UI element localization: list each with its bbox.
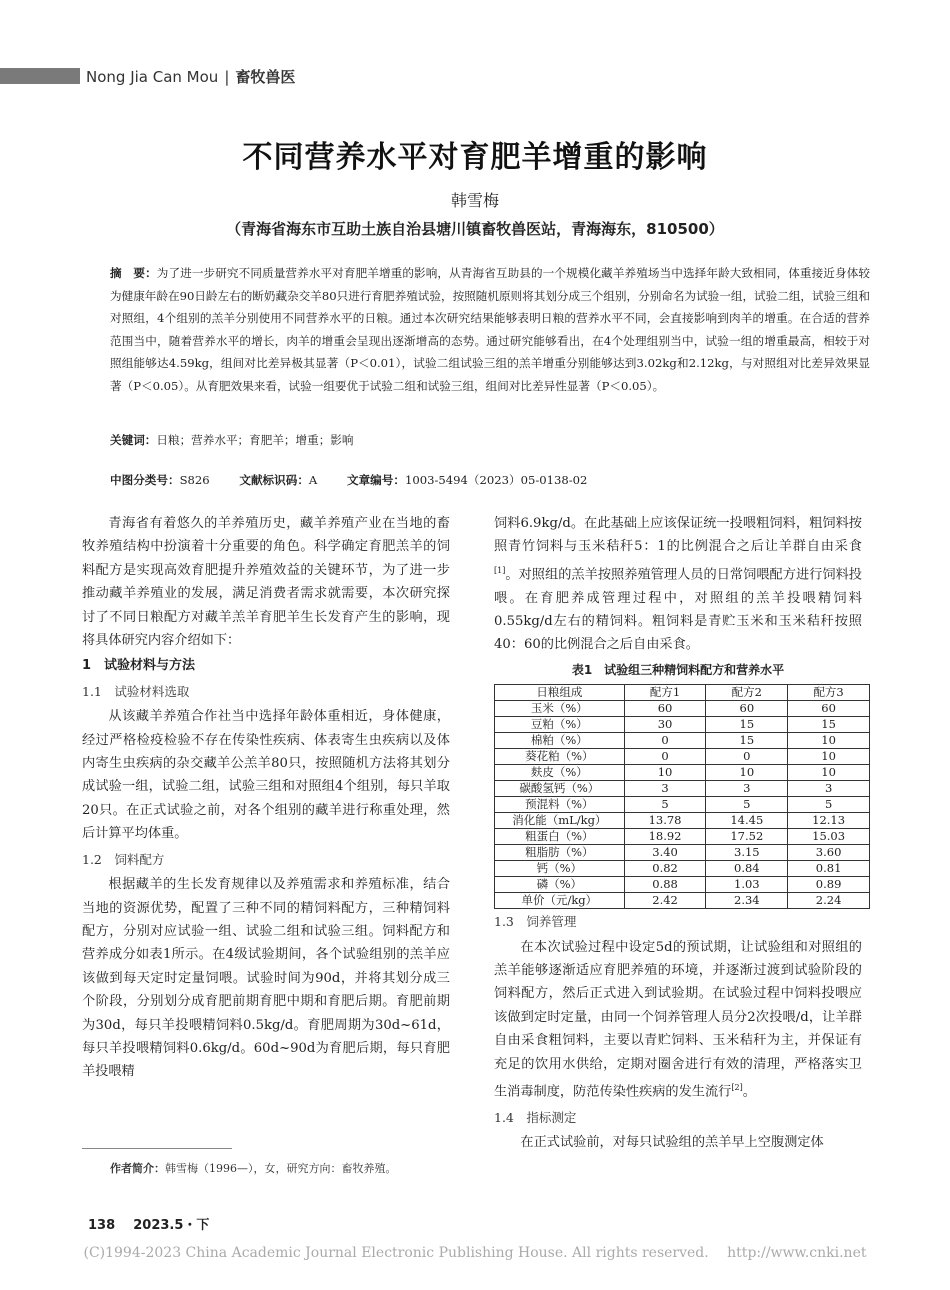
table-header-cell: 配方3: [788, 685, 870, 701]
table-cell: 30: [624, 717, 706, 733]
table-cell: 0.84: [706, 861, 788, 877]
intro-paragraph: 青海省有着悠久的羊养殖历史，藏羊养殖产业在当地的畜牧养殖结构中扮演着十分重要的角色。科学确定育肥羔羊的饲料配方是实现高效育肥提升养殖效益的关键环节，为了进一步推动藏羊养殖业的发展，满足消费者需求就需要，本次研究探讨了不同日粮配方对藏羊羔羊育肥羊生长发育产生的影响，现将具体研究内容介绍如下：: [82, 516, 450, 649]
paragraph-continued: 饲料6.9kg/d。在此基础上应该保证统一投喂粗饲料，粗饲料按照青竹饲料与玉米秸秆5：1的比例混合之后让羊群自由采食[1]。对照组的羔羊按照养殖管理人员的日常饲喂配方进行饲料投喂。在育肥养成管理过程中，对照组的羔羊投喂精饲料0.55kg/d左右的精饲料。粗饲料是青贮玉米和玉米秸秆按照40：60的比例混合之后自由采食。: [494, 516, 862, 653]
table-row: [495, 845, 870, 861]
keywords-label: 关键词：: [110, 433, 157, 447]
journal-section: 畜牧兽医: [235, 68, 296, 86]
table-cell: 60: [624, 701, 706, 717]
table-cell: 5: [788, 797, 870, 813]
paragraph-1-1: 从该藏羊养殖合作社当中选择年龄体重相近，身体健康，经过严格检疫检验不存在传染性疾病、体表寄生虫疾病以及体内寄生虫疾病的杂交藏羊公羔羊80只，按照随机方法将其划分成试验一组，试验二组，试验三组和对照组4个组别，每只羊取20只。在正式试验之前，对各个组别的藏羊进行称重处理，然后计算平均体重。: [82, 709, 450, 842]
table-row: [495, 861, 870, 877]
left-column: [82, 512, 450, 1084]
paragraph-1-2: 根据藏羊的生长发育规律以及养殖需求和养殖标准，结合当地的资源优势，配置了三种不同的精饲料配方，三种精饲料配方，分别对应试验一组、试验二组和试验三组。饲料配方和营养成分如表1所示。在4级试验期间，各个试验组别的羔羊应该做到每天定时定量饲喂。试验时间为90d，并将其划分成三个阶段，分别划分成育肥前期育肥中期和育肥后期。育肥前期为30d，每只羊投喂精饲料0.5kg/d。育肥周期为30d~61d，每只羊投喂精饲料0.6kg/d。60d~90d为育肥后期，每只育肥羊投喂精: [82, 877, 450, 1080]
table-cell: 豆粕（%）: [495, 717, 625, 733]
doc-value: A: [308, 473, 318, 487]
table-cell: 2.34: [706, 893, 788, 909]
keywords: [110, 432, 870, 448]
table-cell: 1.03: [706, 877, 788, 893]
table-cell: 碳酸氢钙（%）: [495, 781, 625, 797]
table-cell: 2.42: [624, 893, 706, 909]
table-row: [495, 877, 870, 893]
table-cell: 麸皮（%）: [495, 765, 625, 781]
table-cell: 60: [788, 701, 870, 717]
section-heading-1-3: 1.3 饲养管理: [494, 914, 577, 930]
table-cell: 17.52: [706, 829, 788, 845]
table-cell: 3: [788, 781, 870, 797]
table-header-row: [495, 685, 870, 701]
table-row: [495, 701, 870, 717]
table-cell: 10: [788, 749, 870, 765]
page-number: 138: [88, 1218, 116, 1233]
table-caption: 表1 试验组三种精饲料配方和营养水平: [571, 662, 785, 677]
right-column: [494, 512, 862, 1155]
keywords-text: 日粮；营养水平；育肥羊；增重；影响: [156, 433, 354, 447]
affiliation: （青海省海东市互助土族自治县塘川镇畜牧兽医站，青海海东，810500）: [226, 220, 724, 238]
table-row: [495, 813, 870, 829]
article-no-value: 1003-5494（2023）05-0138-02: [404, 473, 588, 487]
table-cell: 3: [624, 781, 706, 797]
footnote-divider: [82, 1148, 232, 1149]
table-cell: 3.60: [788, 845, 870, 861]
table-cell: 单价（元/kg）: [495, 893, 625, 909]
feed-formula-table: [494, 684, 870, 909]
table-cell: 3: [706, 781, 788, 797]
table-cell: 10: [788, 765, 870, 781]
paragraph-1-4: 在正式试验前，对每只试验组的羔羊早上空腹测定体: [520, 1135, 824, 1151]
table-cell: 粗脂肪（%）: [495, 845, 625, 861]
table-cell: 12.13: [788, 813, 870, 829]
clc-label: 中图分类号：: [110, 473, 180, 487]
table-cell: 14.45: [706, 813, 788, 829]
paragraph-1-3: 在本次试验过程中设定5d的预试期，让试验组和对照组的羔羊能够逐渐适应育肥养殖的环境，并逐渐过渡到试验阶段的饲料配方，然后正式进入到试验期。在试验过程中饲料投喂应该做到定时定量，由同一个饲养管理人员分2次投喂/d，让羊群自由采食粗饲料，主要以青贮饲料、玉米秸秆为主，并保证有充足的饮用水供给，定期对圈舍进行有效的清理，严格落实卫生消毒制度，防范传染性疾病的发生流行[2]。: [494, 939, 862, 1100]
table-cell: 15: [706, 733, 788, 749]
table-cell: 15: [706, 717, 788, 733]
clc-value: S826: [179, 473, 210, 487]
section-heading-1-1: 1.1 试验材料选取: [82, 683, 190, 699]
article-no-label: 文章编号：: [346, 473, 405, 487]
article-meta: [110, 472, 870, 488]
copyright-notice: (C)1994-2023 China Academic Journal Electronic Publishing House. All rights reserved. http://www.cnki.net: [83, 1245, 867, 1261]
table-header-cell: 配方1: [624, 685, 706, 701]
table-cell: 15.03: [788, 829, 870, 845]
reference-1: [1]: [494, 565, 506, 575]
header-bar: [0, 68, 80, 84]
section-heading-1-2: 1.2 饲料配方: [82, 851, 165, 867]
table-cell: 0.82: [624, 861, 706, 877]
table-cell: 棉粕（%）: [495, 733, 625, 749]
abstract: [110, 262, 870, 397]
table-cell: 15: [788, 717, 870, 733]
table-cell: 0.81: [788, 861, 870, 877]
table-row: [495, 797, 870, 813]
table-cell: 0: [624, 749, 706, 765]
table-row: [495, 717, 870, 733]
table-row: [495, 829, 870, 845]
table-row: [495, 749, 870, 765]
table-header-cell: 日粮组成: [495, 685, 625, 701]
table-row: [495, 733, 870, 749]
table-cell: 5: [624, 797, 706, 813]
issue-label: 2023.5・下: [133, 1218, 210, 1233]
reference-2: [2]: [731, 1083, 743, 1093]
table-cell: 3.15: [706, 845, 788, 861]
author-footnote: [110, 1160, 397, 1176]
table-row: [495, 765, 870, 781]
footnote-label: 作者简介：: [110, 1162, 165, 1175]
table-cell: 2.24: [788, 893, 870, 909]
table-cell: 钙（%）: [495, 861, 625, 877]
table-cell: 10: [624, 765, 706, 781]
table-cell: 粗蛋白（%）: [495, 829, 625, 845]
table-cell: 0: [624, 733, 706, 749]
table-header-cell: 配方2: [706, 685, 788, 701]
table-cell: 0: [706, 749, 788, 765]
doc-label: 文献标识码：: [239, 473, 309, 487]
footnote-text: 韩雪梅（1996—），女，研究方向：畜牧养殖。: [165, 1162, 397, 1175]
table-cell: 葵花粕（%）: [495, 749, 625, 765]
section-heading-1-4: 1.4 指标测定: [494, 1109, 577, 1125]
table-cell: 3.40: [624, 845, 706, 861]
journal-name: Nong Jia Can Mou: [86, 68, 219, 86]
table-row: [495, 893, 870, 909]
table-cell: 消化能（mL/kg）: [495, 813, 625, 829]
table-cell: 13.78: [624, 813, 706, 829]
section-heading-1: 1 试验材料与方法: [82, 658, 196, 674]
abstract-label: 摘 要：: [110, 266, 157, 280]
table-cell: 0.89: [788, 877, 870, 893]
table-cell: 5: [706, 797, 788, 813]
table-cell: 预混料（%）: [495, 797, 625, 813]
abstract-text: 为了进一步研究不同质量营养水平对育肥羊增重的影响，从青海省互助县的一个规模化藏羊养殖场当中选择年龄大致相同，体重接近身体较为健康年龄在90日龄左右的断奶藏杂交羊80只进行育肥养殖试验，按照随机原则将其划分成三个组别，分别命名为试验一组，试验二组，试验三组和对照组，4个组别的羔羊分别使用不同营养水平的日粮。通过本次研究结果能够表明日粮的营养水平不同，会直接影响到肉羊的增重。在合适的营养范围当中，随着营养水平的增长，肉羊的增重会呈现出逐渐增高的态势。通过研究能够看出，在4个处理组别当中，试验一组的增重最高，相较于对照组能够达4.59kg，组间对比差异极其显著（P＜0.01），试验二组试验三组的羔羊增重分别能够达到3.02kg和2.12kg，与对照组对比差异效果显著（P＜0.05）。从育肥效果来看，试验一组要优于试验二组和试验三组，组间对比差异性显著（P＜0.05）。: [110, 266, 870, 393]
journal-header: Nong Jia Can Mou | 畜牧兽医: [86, 68, 296, 86]
table-cell: 60: [706, 701, 788, 717]
table-row: [495, 781, 870, 797]
table-cell: 18.92: [624, 829, 706, 845]
table-cell: 磷（%）: [495, 877, 625, 893]
table-cell: 0.88: [624, 877, 706, 893]
page-title: 不同营养水平对育肥羊增重的影响: [242, 140, 708, 175]
table-cell: 10: [788, 733, 870, 749]
page-footer: [88, 1214, 209, 1233]
author: 韩雪梅: [450, 191, 499, 210]
table-cell: 玉米（%）: [495, 701, 625, 717]
table-cell: 10: [706, 765, 788, 781]
